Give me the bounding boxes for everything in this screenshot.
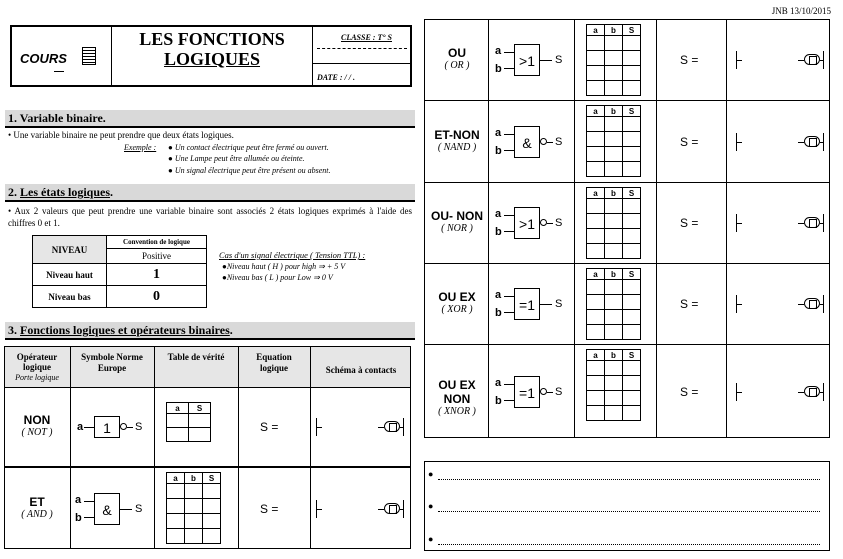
- inverter-bubble: [540, 219, 547, 226]
- tt-cell[interactable]: [605, 391, 623, 406]
- lamp-icon: [804, 54, 820, 65]
- title-block: [10, 25, 412, 87]
- tt-head-a: a: [587, 25, 605, 36]
- tt-cell[interactable]: [587, 361, 605, 376]
- header-date: JNB 13/10/2015: [771, 6, 831, 16]
- tt-cell[interactable]: [203, 484, 221, 499]
- level-table: [32, 235, 207, 308]
- inverter-bubble: [540, 388, 547, 395]
- lamp-icon: [804, 136, 820, 147]
- output-s: S: [135, 421, 143, 433]
- tt-cell[interactable]: [605, 117, 623, 132]
- truth-table[interactable]: [586, 268, 641, 340]
- output-s: S: [555, 385, 563, 398]
- operator-5: OU EX ( XOR ): [438, 290, 476, 315]
- tt-cell[interactable]: [605, 36, 623, 51]
- tt-cell[interactable]: [623, 162, 641, 177]
- input-b: b: [495, 144, 502, 157]
- operator-6: OU EX NON ( XNOR ): [438, 377, 476, 417]
- th-positive: Positive: [107, 249, 207, 264]
- tt-cell[interactable]: [167, 514, 185, 529]
- equation-field[interactable]: S =: [260, 420, 279, 434]
- exemple-label: Exemple :: [124, 143, 157, 152]
- row-niveau-haut: Niveau haut: [33, 264, 107, 286]
- col-porte-logique: Porte logique: [15, 373, 59, 382]
- gate-symbol: [514, 288, 540, 320]
- tt-cell[interactable]: [167, 529, 185, 544]
- input-a: a: [495, 126, 502, 139]
- s1-text: • Une variable binaire ne peut prendre que deux états logiques.: [8, 130, 234, 140]
- lamp-icon: [384, 421, 400, 432]
- s1-example-2: ● Une Lampe peut être allumée ou éteinte.: [168, 154, 305, 163]
- operator-1: ET ( AND ): [21, 494, 53, 520]
- section-2-title: 2. Les états logiques.: [5, 184, 415, 202]
- input-b: b: [495, 226, 502, 238]
- tt-cell[interactable]: [623, 325, 641, 340]
- tt-cell[interactable]: [587, 406, 605, 421]
- tt-cell[interactable]: [167, 414, 189, 428]
- tt-head-s: S: [623, 188, 641, 199]
- note-bullet-1: ●: [428, 469, 434, 479]
- cours-box: [12, 27, 112, 85]
- tt-cell[interactable]: [605, 244, 623, 259]
- tt-cell[interactable]: [167, 428, 189, 442]
- tt-head-a: a: [167, 403, 189, 414]
- tt-cell[interactable]: [587, 280, 605, 295]
- tt-cell[interactable]: [167, 484, 185, 499]
- cours-label: COURS: [20, 51, 67, 66]
- input-a: a: [495, 289, 502, 301]
- tt-cell[interactable]: [185, 514, 203, 529]
- output-s: S: [555, 135, 563, 148]
- lamp-icon: [804, 298, 820, 309]
- lamp-icon: [804, 217, 820, 228]
- tt-cell[interactable]: [587, 295, 605, 310]
- s1-example-1: ● Un contact électrique peut être fermé ou ouvert.: [168, 143, 329, 152]
- equation-field[interactable]: S =: [680, 216, 699, 230]
- gate-symbol: [94, 416, 120, 438]
- operator-4: OU- NON ( NOR ): [431, 209, 483, 234]
- note-line-2[interactable]: [438, 511, 820, 512]
- page-title: [112, 29, 312, 69]
- tt-cell[interactable]: [587, 51, 605, 66]
- tt-cell[interactable]: [623, 295, 641, 310]
- tt-cell[interactable]: [587, 391, 605, 406]
- equation-field[interactable]: S =: [260, 501, 279, 516]
- output-s: S: [555, 54, 563, 66]
- tt-cell[interactable]: [587, 244, 605, 259]
- contact-right-rail: [823, 214, 824, 232]
- gate-symbol-label: >1: [519, 216, 535, 232]
- tt-head-s: S: [203, 473, 221, 484]
- tt-head-b: b: [605, 106, 623, 117]
- gate-symbol: [514, 44, 540, 76]
- tt-cell[interactable]: [587, 81, 605, 96]
- input-a: a: [75, 493, 82, 506]
- tt-head-s: S: [623, 25, 641, 36]
- output-s: S: [135, 502, 143, 515]
- gate-symbol: [514, 207, 540, 239]
- tt-cell[interactable]: [605, 406, 623, 421]
- tt-cell[interactable]: [605, 162, 623, 177]
- document-icon: [82, 47, 96, 65]
- notes-box: [424, 461, 830, 551]
- tt-head-s: S: [623, 269, 641, 280]
- tt-cell[interactable]: [587, 147, 605, 162]
- tt-cell[interactable]: [605, 310, 623, 325]
- lamp-icon: [384, 503, 400, 514]
- tt-cell[interactable]: [623, 214, 641, 229]
- tt-cell[interactable]: [605, 295, 623, 310]
- tt-cell[interactable]: [605, 214, 623, 229]
- val-bas: 0: [107, 286, 207, 308]
- tt-cell[interactable]: [623, 391, 641, 406]
- tt-cell[interactable]: [167, 499, 185, 514]
- gate-symbol: [514, 126, 540, 158]
- output-s: S: [555, 217, 563, 229]
- ttl-title: Cas d'un signal électrique ( Tension TTL) :: [219, 250, 366, 260]
- tt-head-a: a: [587, 188, 605, 199]
- contact-right-rail: [823, 383, 824, 401]
- tt-cell[interactable]: [623, 280, 641, 295]
- tt-cell[interactable]: [587, 214, 605, 229]
- note-line-1[interactable]: [438, 479, 820, 480]
- gate-symbol-label: &: [522, 134, 532, 151]
- truth-table[interactable]: [586, 105, 641, 177]
- equation-field[interactable]: S =: [680, 384, 699, 399]
- tt-head-b: b: [605, 269, 623, 280]
- gate-symbol: [514, 376, 540, 408]
- section-3-title-text: Fonctions logiques et opérateurs binaires: [20, 323, 230, 337]
- gate-symbol-label: &: [102, 501, 112, 518]
- tt-cell[interactable]: [623, 147, 641, 162]
- tt-head-a: a: [587, 350, 605, 361]
- truth-table[interactable]: [586, 349, 641, 421]
- operator-3: ET-NON ( NAND ): [434, 127, 480, 153]
- tt-head-a: a: [587, 106, 605, 117]
- tt-cell[interactable]: [623, 81, 641, 96]
- section-2-title-text: Les états logiques: [20, 185, 110, 199]
- tt-cell[interactable]: [203, 514, 221, 529]
- val-haut: 1: [107, 264, 207, 286]
- operator-2: OU ( OR ): [444, 46, 470, 71]
- gate-symbol-label: >1: [519, 53, 535, 69]
- input-b: b: [495, 394, 502, 407]
- tt-cell[interactable]: [185, 529, 203, 544]
- tt-head-a: a: [167, 473, 185, 484]
- truth-table[interactable]: [166, 402, 211, 442]
- contact-right-rail: [403, 500, 404, 518]
- tt-cell[interactable]: [605, 51, 623, 66]
- input-a: a: [495, 45, 502, 57]
- section-3-title: 3. Fonctions logiques et opérateurs binaires.: [5, 322, 415, 340]
- contact-right-rail: [823, 133, 824, 151]
- tt-cell[interactable]: [605, 132, 623, 147]
- gate-symbol-label: 1: [103, 420, 111, 436]
- gate-symbol: [94, 493, 120, 525]
- tt-cell[interactable]: [623, 51, 641, 66]
- tt-cell[interactable]: [623, 406, 641, 421]
- tt-cell[interactable]: [623, 66, 641, 81]
- tt-cell[interactable]: [623, 361, 641, 376]
- tt-head-b: b: [605, 25, 623, 36]
- input-b: b: [75, 511, 82, 524]
- col-operateur: Opérateur logique Porte logique: [15, 352, 59, 382]
- col-symbole: Symbole Norme Europe: [81, 352, 143, 373]
- gate-symbol-label: =1: [519, 297, 535, 313]
- tt-cell[interactable]: [587, 325, 605, 340]
- equation-field[interactable]: S =: [680, 134, 699, 149]
- tt-cell[interactable]: [605, 325, 623, 340]
- tt-cell[interactable]: [587, 310, 605, 325]
- tt-head-s: S: [623, 350, 641, 361]
- tt-cell[interactable]: [623, 244, 641, 259]
- tt-cell[interactable]: [605, 147, 623, 162]
- th-niveau: NIVEAU: [33, 236, 107, 264]
- tt-cell[interactable]: [623, 132, 641, 147]
- tt-cell[interactable]: [623, 36, 641, 51]
- contact-right-rail: [823, 295, 824, 313]
- tt-head-b: b: [185, 473, 203, 484]
- tt-cell[interactable]: [605, 280, 623, 295]
- col-table-verite: Table de vérité: [167, 352, 225, 362]
- output-s: S: [555, 298, 563, 310]
- gate-symbol-label: =1: [519, 384, 535, 401]
- input-b: b: [495, 307, 502, 319]
- ttl-high: ●Niveau haut ( H ) pour high ⇒ + 5 V: [222, 262, 346, 271]
- equation-field[interactable]: S =: [680, 53, 699, 67]
- tt-cell[interactable]: [605, 361, 623, 376]
- note-bullet-2: ●: [428, 501, 434, 511]
- equation-field[interactable]: S =: [680, 297, 699, 311]
- s1-example-3: ● Un signal électrique peut être présent ou absent.: [168, 166, 331, 175]
- tt-cell[interactable]: [605, 66, 623, 81]
- truth-table[interactable]: [586, 187, 641, 259]
- tt-cell[interactable]: [189, 428, 211, 442]
- tt-cell[interactable]: [203, 499, 221, 514]
- tt-cell[interactable]: [587, 117, 605, 132]
- tt-cell[interactable]: [623, 376, 641, 391]
- ttl-low: ●Niveau bas ( L ) pour Low ⇒ 0 V: [222, 273, 333, 282]
- input-a: a: [77, 421, 84, 433]
- tt-cell[interactable]: [189, 414, 211, 428]
- inverter-bubble: [540, 138, 547, 145]
- truth-table[interactable]: [166, 472, 221, 544]
- tt-cell[interactable]: [587, 376, 605, 391]
- date-field: DATE : / / .: [317, 73, 356, 82]
- note-bullet-3: ●: [428, 534, 434, 544]
- tt-cell[interactable]: [623, 117, 641, 132]
- contact-right-rail: [403, 418, 404, 436]
- tt-head-b: b: [605, 350, 623, 361]
- col-equation: Equation logique: [256, 352, 292, 373]
- tt-cell[interactable]: [587, 229, 605, 244]
- note-line-3[interactable]: [438, 544, 820, 545]
- th-convention: Convention de logique: [107, 236, 207, 249]
- tt-cell[interactable]: [185, 499, 203, 514]
- tt-cell[interactable]: [605, 229, 623, 244]
- row-niveau-bas: Niveau bas: [33, 286, 107, 308]
- truth-table[interactable]: [586, 24, 641, 96]
- s2-text: • Aux 2 valeurs que peut prendre une variable binaire sont associés 2 états logiques exprimés à l'aide des chiffres 0 et 1.: [8, 206, 412, 228]
- inverter-bubble: [120, 423, 127, 430]
- tt-head-a: a: [587, 269, 605, 280]
- title-line-2: LOGIQUES: [163, 49, 261, 69]
- input-a: a: [495, 208, 502, 220]
- tt-cell[interactable]: [623, 199, 641, 214]
- tt-cell[interactable]: [605, 199, 623, 214]
- tt-cell[interactable]: [605, 81, 623, 96]
- tt-cell[interactable]: [587, 36, 605, 51]
- tt-cell[interactable]: [623, 310, 641, 325]
- lamp-icon: [804, 386, 820, 397]
- section-1-title: 1. Variable binaire.: [5, 110, 415, 128]
- title-line-1: LES FONCTIONS: [139, 29, 285, 49]
- input-b: b: [495, 63, 502, 75]
- tt-cell[interactable]: [587, 199, 605, 214]
- tt-cell[interactable]: [605, 376, 623, 391]
- tt-cell[interactable]: [587, 132, 605, 147]
- tt-head-s: S: [623, 106, 641, 117]
- tt-cell[interactable]: [623, 229, 641, 244]
- operator-0: NON ( NOT ): [21, 413, 53, 438]
- classe-field: CLASSE : T° S: [341, 33, 392, 42]
- input-a: a: [495, 376, 502, 389]
- tt-cell[interactable]: [203, 529, 221, 544]
- tt-cell[interactable]: [587, 66, 605, 81]
- tt-cell[interactable]: [587, 162, 605, 177]
- tt-head-b: b: [605, 188, 623, 199]
- tt-head-s: S: [189, 403, 211, 414]
- contact-right-rail: [823, 51, 824, 69]
- col-schema: Schéma à contacts: [325, 365, 397, 375]
- tt-cell[interactable]: [185, 484, 203, 499]
